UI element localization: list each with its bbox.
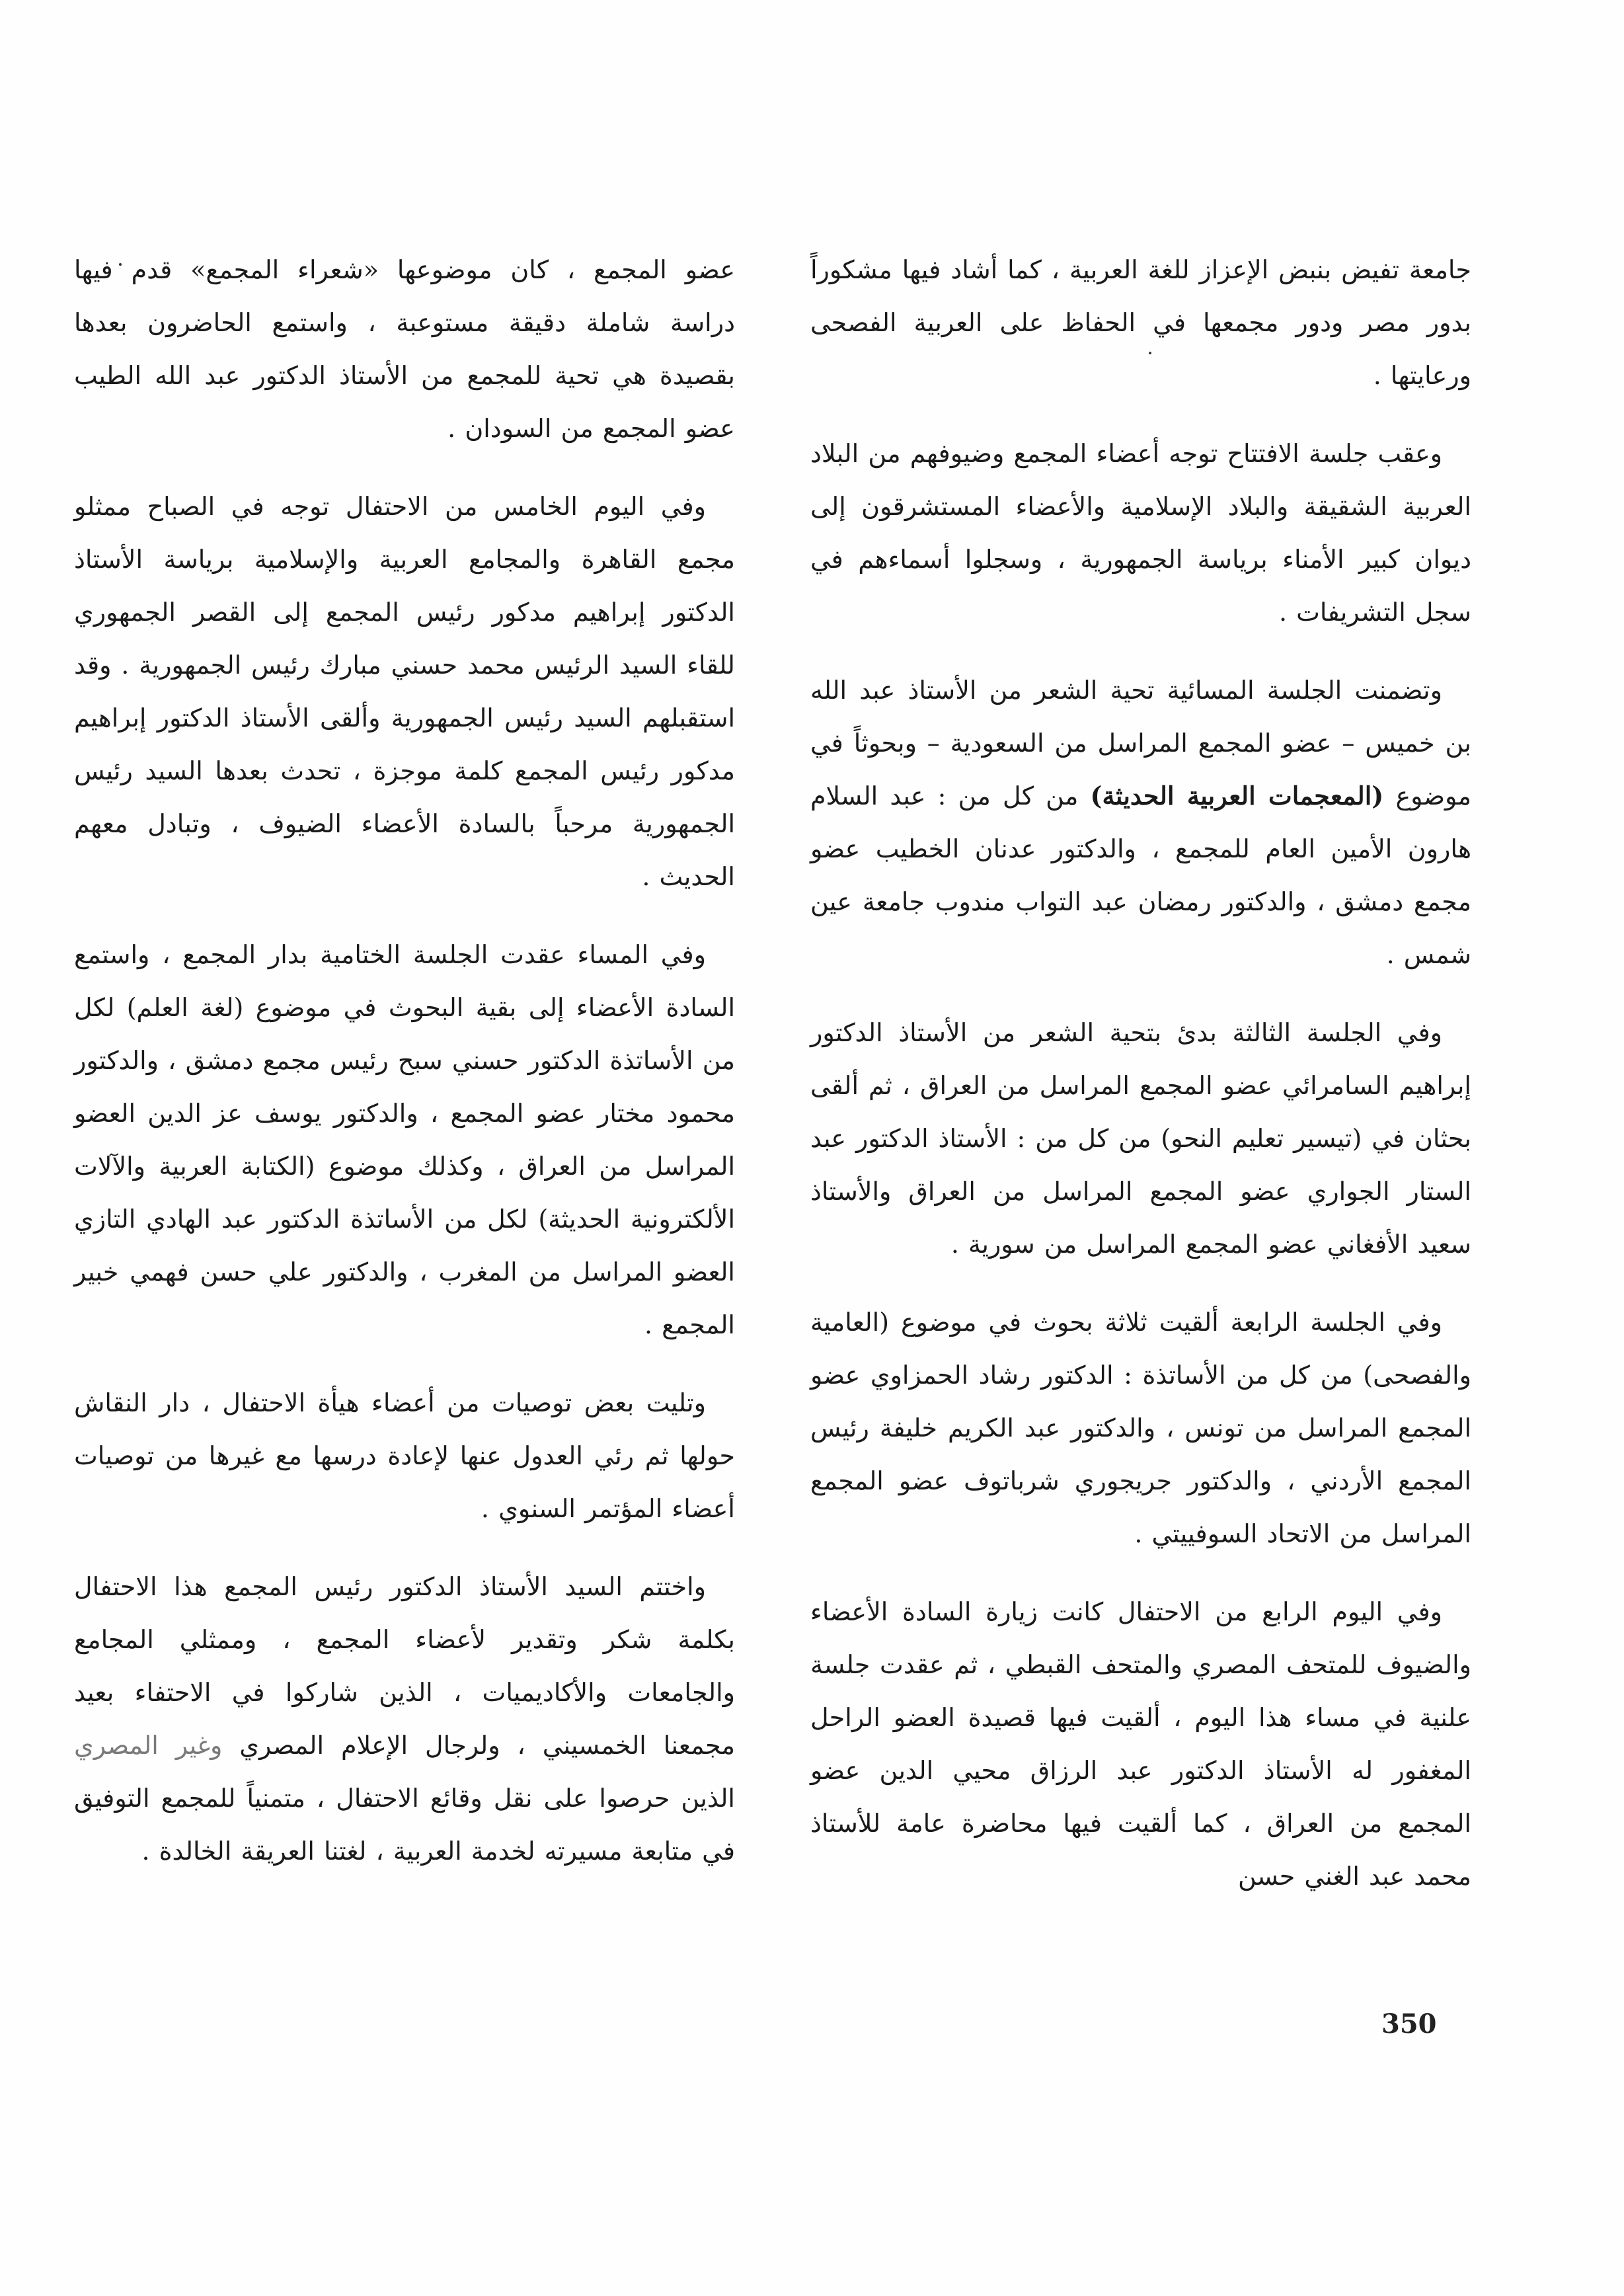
faded-text: وغير المصري [74, 1731, 223, 1760]
paragraph-text: وتضمنت الجلسة المسائية تحية الشعر من الأستاذ عبد الله بن خميس – عضو المجمع المراسل من السعودية – وبحوثاً في موضوع [810, 676, 1471, 811]
paragraph-text: من كل من : عبد السلام هارون الأمين العام للمجمع ، والدكتور عدنان الخطيب عضو مجمع دمشق ، والدكتور رمضان عبد التواب مندوب جامعة عين شمس . [810, 781, 1471, 969]
paragraph: وفي اليوم الخامس من الاحتفال توجه في الصباح ممثلو مجمع القاهرة والمجامع العربية والإسلامية برياسة الأستاذ الدكتور إبراهيم مدكور رئيس المجمع إلى القصر الجمهوري للقاء السيد الرئيس محمد حسني مبارك رئيس الجمهورية . وقد استقبلهم السيد رئيس الجمهورية وألقى الأستاذ الدكتور إبراهيم مدكور رئيس المجمع كلمة موجزة ، تحدث بعدها السيد رئيس الجمهورية مرحباً بالسادة الأعضاء الضيوف ، وتبادل معهم الحديث . [74, 492, 735, 891]
paragraph-text: واختتم السيد الأستاذ الدكتور رئيس المجمع هذا الاحتفال بكلمة شكر وتقدير لأعضاء المجمع ، وممثلي المجامع والجامعات والأكاديميات ، الذين شاركوا في الاحتفاء بعيد مجمعنا الخمسيني ، ولرجال الإعلام المصري [74, 1572, 735, 1760]
paragraph: وفي اليوم الرابع من الاحتفال كانت زيارة السادة الأعضاء والضيوف للمتحف المصري والمتحف القبطي ، ثم عقدت جلسة علنية في مساء هذا اليوم ، ألقيت فيها قصيدة العضو الراحل المغفور له الأستاذ الدكتور عبد الرزاق محيي الدين عضو المجمع من العراق ، كما ألقيت فيها محاضرة عامة للأستاذ محمد عبد الغني حسن [810, 1597, 1471, 1891]
paragraph: وتليت بعض توصيات من أعضاء هيأة الاحتفال ، دار النقاش حولها ثم رئي العدول عنها لإعادة درسها مع غيرها من توصيات أعضاء المؤتمر السنوي . [74, 1388, 735, 1523]
paragraph: وفي الجلسة الرابعة ألقيت ثلاثة بحوث في موضوع (العامية والفصحى) من كل من الأساتذة : الدكتور رشاد الحمزاوي عضو المجمع المراسل من تونس ، والدكتور عبد الكريم خليفة رئيس المجمع الأردني ، والدكتور جريجوري شرباتوف عضو المجمع المراسل من الاتحاد السوفييتي . [810, 1308, 1471, 1548]
left-column [74, 243, 735, 1903]
paragraph: جامعة تفيض بنبض الإعزاز للغة العربية ، كما أشاد فيها مشكوراً بدور مصر ودور مجمعها في الحفاظ على العربية الفصحى ورعايتها . [810, 255, 1471, 390]
paragraph [810, 664, 1471, 981]
highlighted-topic: (المعجمات العربية الحديثة) [1090, 781, 1384, 811]
paragraph: وفي المساء عقدت الجلسة الختامية بدار المجمع ، واستمع السادة الأعضاء إلى بقية البحوث في موضوع (لغة العلم) لكل من الأساتذة الدكتور حسني سبح رئيس مجمع دمشق ، والدكتور محمود مختار عضو المجمع ، والدكتور يوسف عز الدين العضو المراسل من العراق ، وكذلك موضوع (الكتابة العربية والآلات الألكترونية الحديثة) لكل من الأساتذة الدكتور عبد الهادي التازي العضو المراسل من المغرب ، والدكتور علي حسن فهمي خبير المجمع . [74, 940, 735, 1339]
paragraph: وعقب جلسة الافتتاح توجه أعضاء المجمع وضيوفهم من البلاد العربية الشقيقة والبلاد الإسلامية والأعضاء المستشرقون إلى ديوان كبير الأمناء برياسة الجمهورية ، وسجلوا أسماءهم في سجل التشريفات . [810, 439, 1471, 627]
page-number: 350 [1381, 2008, 1437, 2039]
paragraph [74, 1560, 735, 1878]
right-column [810, 243, 1471, 1928]
paragraph-text: الذين حرصوا على نقل وقائع الاحتفال ، متمنياً للمجمع التوفيق في متابعة مسيرته لخدمة العربية ، لغتنا العريقة الخالدة . [74, 1784, 735, 1866]
paragraph: عضو المجمع ، كان موضوعها «شعراء المجمع» قدم فيها دراسة شاملة دقيقة مستوعبة ، واستمع الحاضرون بعدها بقصيدة هي تحية للمجمع من الأستاذ الدكتور عبد الله الطيب عضو المجمع من السودان . [74, 255, 735, 443]
paragraph: وفي الجلسة الثالثة بدئ بتحية الشعر من الأستاذ الدكتور إبراهيم السامرائي عضو المجمع المراسل من العراق ، ثم ألقى بحثان في (تيسير تعليم النحو) من كل من : الأستاذ الدكتور عبد الستار الجواري عضو المجمع المراسل من العراق والأستاذ سعيد الأفغاني عضو المجمع المراسل من سورية . [810, 1018, 1471, 1259]
